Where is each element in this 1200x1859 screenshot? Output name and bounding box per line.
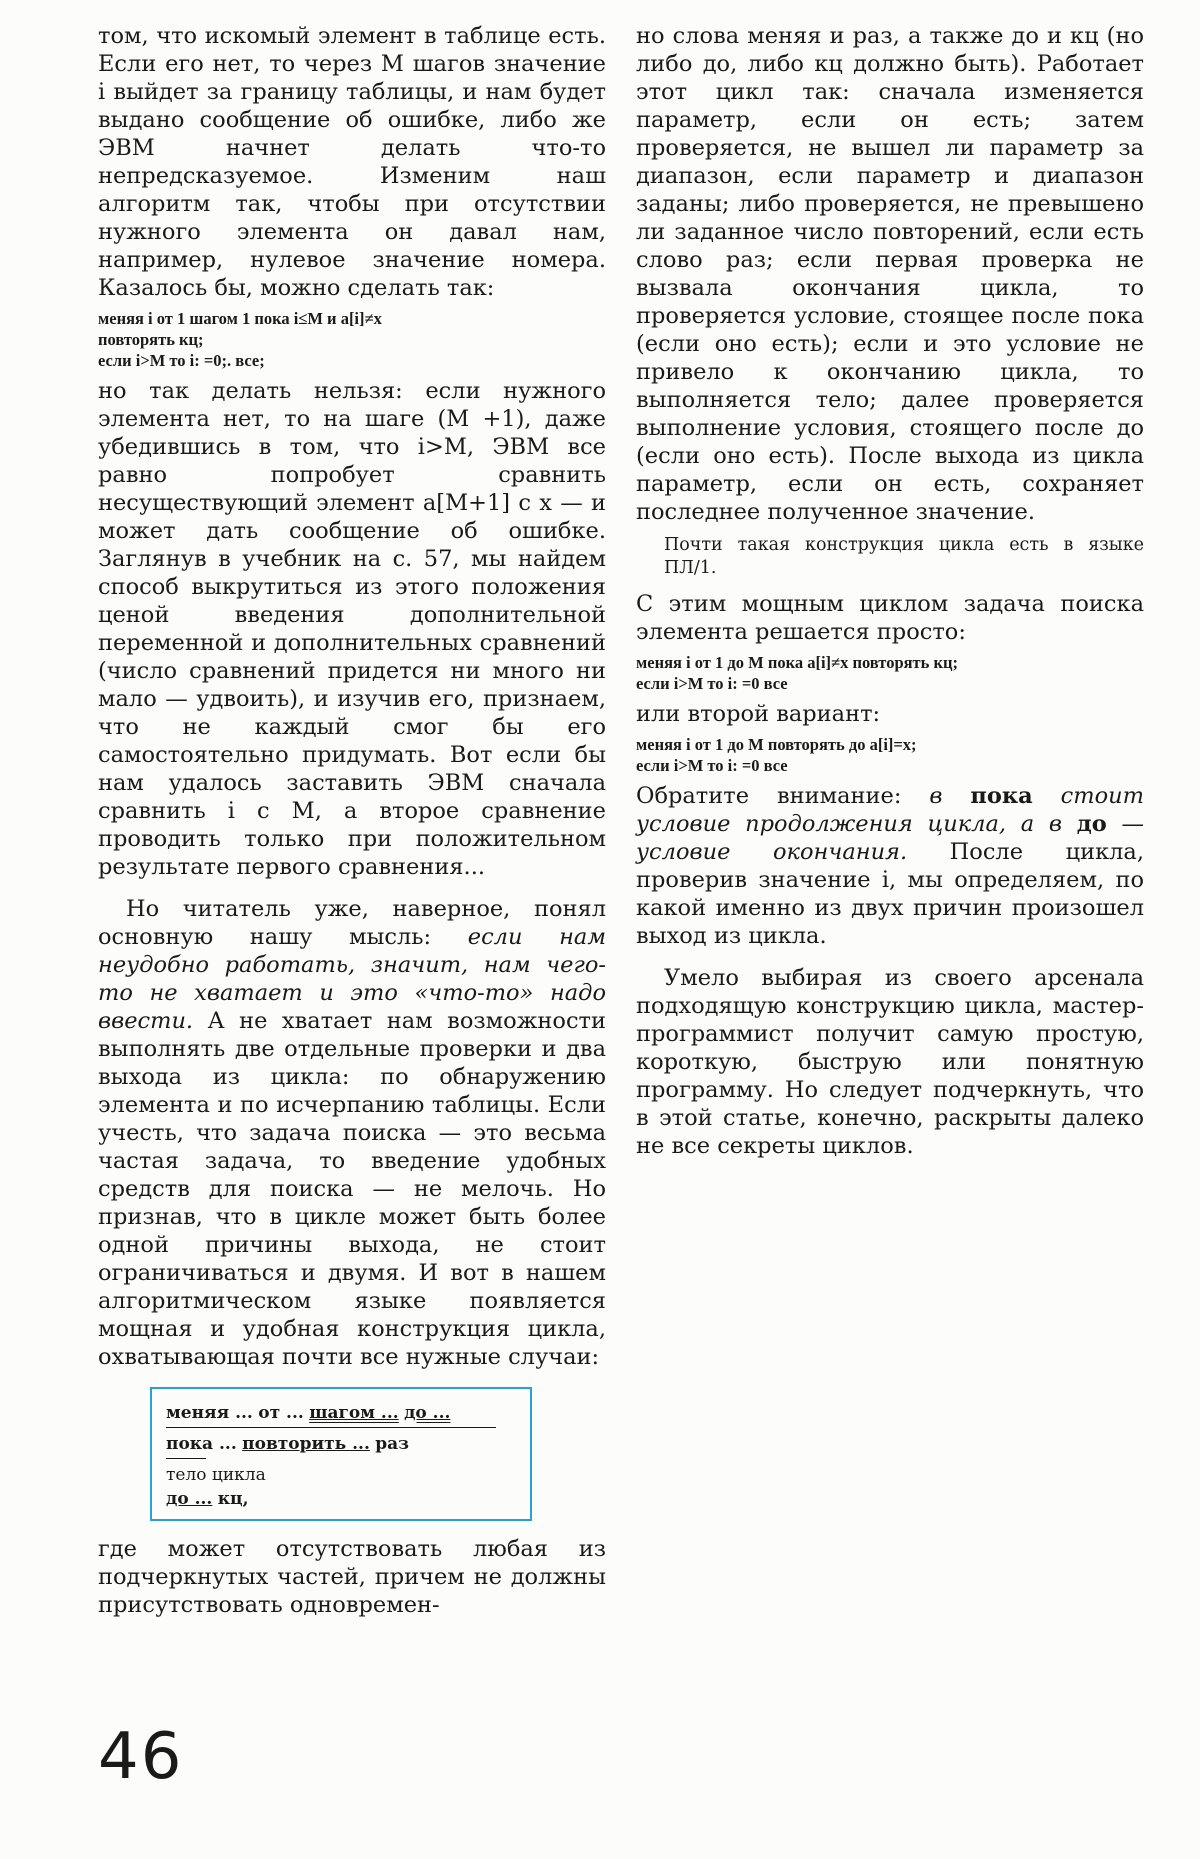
left-paragraph-1: том, что искомый элемент в таблице есть. Если его нет, то через M шагов значение i выйдет за границу таблицы, и нам будет выдано сообщение об ошибке, либо же ЭВМ начнет делать что-то непредсказуемое. Изменим наш алгоритм так, чтобы при отсутствии нужного элемента он давал нам, например, нулевое значение номера. Казалось бы, можно сделать так: (98, 23, 606, 301)
page-number: 46 (98, 1720, 184, 1794)
code-snippet-1 (98, 308, 606, 371)
keyword-poka: пока ... (166, 1434, 237, 1454)
code-line: если i>M то i: =0;. все; (98, 351, 265, 370)
left-column (98, 22, 606, 1619)
keyword-bold: пока (970, 783, 1033, 809)
code-line: меняя i от 1 до M повторять до a[i]=x; (636, 735, 917, 754)
left-paragraph-3 (98, 895, 606, 1371)
paragraph-text: А не хватает нам возможности выполнять две отдельные проверки и два выхода из цикла: по обнаружению элемента и по исчерпанию таблицы. Если учесть, что задача поиска — это весьма частая задача, то введение удобных средств для поиска — не мелочь. Но признав, что в цикле может быть более одной причины выхода, не стоит ограничиваться и двумя. И вот в нашем алгоритмическом языке появляется мощная и удобная конструкция цикла, охватывающая почти все нужные случаи: (98, 1008, 606, 1370)
emphasis-text: в (929, 783, 971, 809)
right-paragraph-4 (636, 782, 1144, 950)
box-row-4 (166, 1487, 516, 1511)
keyword-do: до ... (404, 1403, 451, 1423)
keyword-ot: от ... (258, 1403, 304, 1423)
code-snippet-2 (636, 652, 1144, 694)
code-line: если i>M то i: =0 все (636, 756, 788, 775)
right-paragraph-5: Умело выбирая из своего арсенала подходящую конструкцию цикла, мастер-программист получит самую простую, короткую, быструю или понятную программу. Но следует подчеркнуть, что в этой статье, конечно, раскрыты далеко не все секреты циклов. (636, 965, 1144, 1159)
right-paragraph-3: или второй вариант: (636, 701, 881, 727)
right-column (636, 22, 1144, 1160)
paragraph-text: После цикла, проверив значение i, мы определяем, по какой именно из двух причин произошел выход из цикла. (636, 839, 1144, 949)
code-line: меняя i от 1 шагом 1 пока i≤M и a[i]≠x (98, 309, 382, 328)
keyword-do-end: до ... (166, 1489, 213, 1509)
loop-syntax-box (150, 1387, 532, 1521)
emphasis-text: если нам неудобно работать, значит, нам чего-то не хватает и это «что-то» надо ввести. (98, 924, 606, 1034)
keyword-shagom: шагом ... (309, 1403, 399, 1423)
code-line: повторять кц; (98, 330, 204, 349)
box-row-3: тело цикла (166, 1465, 266, 1485)
paragraph-text: Но читатель уже, наверное, понял основную нашу мысль: (98, 896, 606, 950)
right-paragraph-1: но слова меняя и раз, а также до и кц (но либо до, либо кц должно быть). Работает этот цикл так: сначала изменяется параметр, если он есть; затем проверяется, не вышел ли параметр за диапазон, если параметр и диапазон заданы; либо проверяется, не превышено ли заданное число повторений, если есть слово раз; если первая проверка не вызвала окончания цикла, то проверяется условие, стоящее после пока (если оно есть); если и это условие не привело к окончанию цикла, то выполняется тело; далее проверяется выполнение условия, стоящего после до (если оно есть). После выхода из цикла параметр, если он есть, сохраняет последнее полученное значение. (636, 23, 1144, 525)
keyword-raz: раз (375, 1434, 410, 1454)
keyword-kc: кц, (217, 1489, 249, 1509)
footnote: Почти такая конструкция цикла есть в языке ПЛ/1. (664, 535, 1144, 578)
emphasis-text: — условие окончания. (636, 811, 1145, 865)
code-line: если i>M то i: =0 все (636, 674, 788, 693)
paragraph-text: Обратите внимание: (636, 783, 930, 809)
box-row-1 (166, 1401, 516, 1425)
right-paragraph-2: С этим мощным циклом задача поиска элемента решается просто: (636, 591, 1144, 645)
box-row-2 (166, 1432, 516, 1456)
code-line: меняя i от 1 до M пока a[i]≠x повторять кц; (636, 653, 959, 672)
keyword-povtorit: повторить ... (242, 1434, 370, 1454)
emphasis-text: стоит условие продолжения цикла, а в (636, 783, 1144, 837)
left-paragraph-2: но так делать нельзя: если нужного элемента нет, то на шаге (M +1), даже убедившись в том, что i>M, ЭВМ все равно попробует сравнить несуществующий элемент a[M+1] с x — и может дать сообщение об ошибке. Заглянув в учебник на с. 57, мы найдем способ выкрутиться из этого положения ценой введения дополнительной переменной и дополнительных сравнений (число сравнений придется ни много ни мало — удвоить), и изучив его, признаем, что не каждый смог бы его самостоятельно придумать. Вот если бы нам удалось заставить ЭВМ сначала сравнить i с M, а второе сравнение проводить только при положительном результате первого сравнения... (98, 378, 606, 880)
keyword-menyaya: меняя ... (166, 1403, 253, 1423)
left-paragraph-4: где может отсутствовать любая из подчеркнутых частей, причем не должны присутствовать одновремен- (98, 1536, 606, 1618)
keyword-bold: до (1076, 811, 1107, 837)
divider (166, 1458, 206, 1459)
code-snippet-3 (636, 734, 1144, 776)
divider (166, 1427, 496, 1428)
